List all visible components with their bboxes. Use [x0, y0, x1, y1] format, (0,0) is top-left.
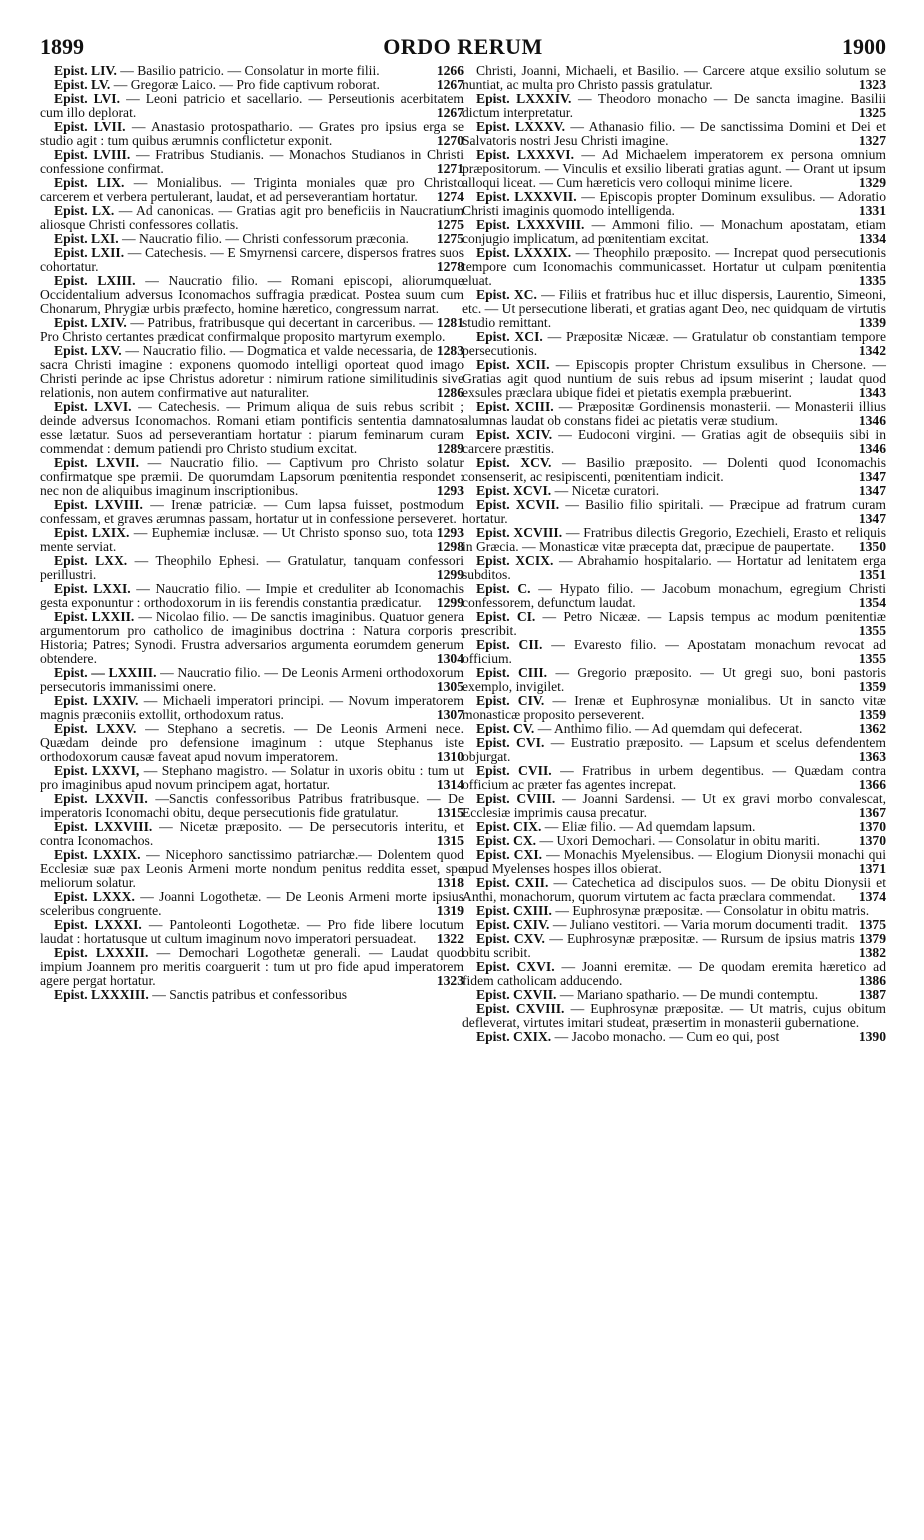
index-entry: [462, 288, 886, 330]
entry-text: — Abrahamio hospitalario. — Hortatur ad lenitatem erga subditos.: [462, 553, 886, 582]
entry-text: — Catechesis. — E Smyrnensi carcere, dispersos fratres suos cohortatur.: [40, 245, 464, 274]
index-entry: [40, 610, 464, 666]
entry-text: — Euphrosynæ præpositæ. — Rursum de ipsius matris obitu scribit.: [462, 931, 855, 960]
entry-text: — Basilio filio spiritali. — Præcipue ad fratrum curam hortatur.: [462, 497, 886, 526]
entry-page-number: 1299: [436, 595, 464, 610]
entry-text: — Pantoleonti Logothetæ. — Pro fide libere locutum laudat : hortatusque ut cultum imaginum novo imperatori persuadeat.: [40, 917, 464, 946]
entry-label: Epist. LX.: [54, 203, 115, 218]
entry-label: Epist. LXXIV.: [54, 693, 139, 708]
entry-text: — Fratribus Studianis. — Monachos Studianos in Christi confessione confirmat.: [40, 147, 464, 176]
entry-text: — Theophilo Ephesi. — Gratulatur, tanquam confessori perillustri.: [40, 553, 465, 582]
entry-page-number: 1274: [436, 189, 464, 204]
entry-text: — Ammoni filio. — Monachum apostatam, etiam conjugio implicatum, ad pœnitentiam excitat.: [462, 217, 886, 246]
entry-page-number: 1307: [436, 707, 464, 722]
entry-page-number: 1359: [858, 707, 886, 722]
entry-text: — Joanni eremitæ. — De quodam eremita hæretico ad fidem catholicam adducendo.: [462, 959, 886, 988]
entry-label: Epist. LXXIX.: [54, 847, 141, 862]
entry-page-number: 1346: [858, 413, 886, 428]
index-entry: [462, 582, 886, 610]
entry-label: Epist. LV.: [54, 77, 111, 92]
entry-page-number: 1310: [436, 749, 464, 764]
entry-page-number: 1275: [436, 231, 464, 246]
index-entry: [462, 834, 886, 848]
entry-page-number: 1289: [436, 441, 464, 456]
entry-page-number: 1351: [858, 567, 886, 582]
page-number-right: 1900: [842, 34, 886, 59]
entry-label: Epist. XCVIII.: [476, 525, 563, 540]
entry-text: — Præpositæ Gordinensis monasterii. — Monasterii illius alumnas laudat ob constans fidei ac pietatis veræ studium.: [462, 399, 886, 428]
entry-page-number: 1275: [436, 217, 464, 232]
entry-label: Epist. LXXXVIII.: [476, 217, 585, 232]
index-entry: [462, 722, 886, 736]
index-entry: [40, 120, 464, 148]
entry-label: Epist. XCIV.: [476, 427, 553, 442]
entry-page-number: 1318: [436, 875, 464, 890]
entry-text: — Leoni patricio et sacellario. — Perseutionis acerbitatem cum illo deplorat.: [40, 91, 464, 120]
entry-label: Epist. XCVI.: [476, 483, 552, 498]
entry-page-number: 1371: [858, 861, 886, 876]
entry-text: Christi, Joanni, Michaeli, et Basilio. — Carcere atque exsilio solutum se nuntiat, ac multa pro Christo passis gratulatur.: [462, 63, 886, 92]
entry-label: Epist. XCVII.: [476, 497, 560, 512]
entry-label: Epist. LXIX.: [54, 525, 130, 540]
entry-page-number: 1293: [436, 483, 464, 498]
entry-page-number: 1319: [436, 903, 464, 918]
entry-label: Epist. CXV.: [476, 931, 545, 946]
entry-text: — Evaresto filio. — Apostatam monachum revocat ad officium.: [462, 637, 886, 666]
entry-label: Epist. CVIII.: [476, 791, 556, 806]
index-entry: [40, 820, 464, 848]
entry-text: — Basilio præposito. — Dolenti quod Iconomachis consenserit, ac resipiscenti, pœnitentiam indicit.: [462, 455, 886, 484]
entry-text: — Naucratio filio. — Impie et creduliter ab Iconomachis gesta exponuntur : orthodoxorum in iis ferendis constantia prædicatur.: [40, 581, 464, 610]
entry-page-number: 1323: [436, 973, 464, 988]
entry-page-number: 1267: [436, 77, 464, 92]
index-entry: [40, 848, 464, 890]
entry-text: — Catechetica ad discipulos suos. — De obitu Dionysii et Anthi, monachorum, quorum virtutem ac facta præclara commendat.: [462, 875, 886, 904]
entry-text: — Præpositæ Nicææ. — Gratulatur ob constantiam tempore persecutionis.: [462, 329, 886, 358]
entry-label: Epist. LXXXIV.: [476, 91, 572, 106]
index-entry: [462, 1030, 886, 1044]
entry-label: Epist. LXXXIX.: [476, 245, 572, 260]
entry-page-number: 1270: [436, 133, 464, 148]
entry-page-number: 1386: [858, 973, 886, 988]
entry-page-number: 1366: [858, 777, 886, 792]
entry-page-number: 1327: [858, 133, 886, 148]
entry-label: Epist. LXXXII.: [54, 945, 149, 960]
entry-text: — Nicetæ præposito. — De persecutoris interitu, et contra Iconomachos.: [40, 819, 464, 848]
entry-text: — Juliano vestitori. — Varia morum documenti tradit.: [552, 917, 849, 932]
index-entry: [462, 400, 886, 428]
entry-text: — Nicetæ curatori.: [554, 483, 660, 498]
entry-text: — Irenæ patriciæ. — Cum lapsa fuisset, postmodum confessam, et graves ærumnas passam, hortatur ut in confessione perseveret.: [40, 497, 464, 526]
index-entry: [462, 64, 886, 92]
index-entry: [462, 666, 886, 694]
index-entry: [462, 246, 886, 288]
index-entry: [40, 946, 464, 988]
entry-text: — Anthimo filio. — Ad quemdam qui defecerat.: [537, 721, 803, 736]
entry-page-number: 1305: [436, 679, 464, 694]
entry-page-number: 1271: [436, 161, 464, 176]
entry-page-number: 1286: [436, 385, 464, 400]
entry-page-number: 1347: [858, 483, 886, 498]
entry-text: — Catechesis. — Primum aliqua de suis rebus scribit ; deinde adversus Iconomachos. Romani etiam pontificis sententia damnatos esse lætatur. Suos ad perseverantiam hortatur : piarum feminarum curam commendat : demum patiendi pro Christo studium excitat.: [40, 399, 464, 456]
index-entry: [40, 582, 464, 610]
entry-page-number: 1323: [858, 77, 886, 92]
index-entry: [462, 820, 886, 834]
entry-label: Epist. LXXXIII.: [54, 987, 149, 1002]
entry-page-number: 1315: [436, 805, 464, 820]
entry-label: Epist. CI.: [476, 609, 536, 624]
index-entry: [40, 400, 464, 456]
entry-label: Epist. LXV.: [54, 343, 122, 358]
entry-label: Epist. CIX.: [476, 819, 542, 834]
entry-page-number: 1334: [858, 231, 886, 246]
entry-page-number: 1359: [858, 679, 886, 694]
entry-text: — Naucratio filio. — Dogmatica et valde necessaria, de sacra Christi imagine : exponens quomodo intelligi oporteat quod imago Christi perinde ac ipse Christus adoretur : nimirum ratione similitudinis sive relationis, non autem confirmative aut naturaliter.: [40, 343, 464, 400]
index-entry: [462, 792, 886, 820]
entry-page-number: 1375: [858, 917, 886, 932]
index-entry: [462, 960, 886, 988]
index-entry: [40, 666, 464, 694]
entry-label: Epist. LXIII.: [54, 273, 136, 288]
index-entry: [462, 498, 886, 526]
entry-label: Epist. LXXI.: [54, 581, 131, 596]
entry-label: Epist. — LXXIII.: [54, 665, 157, 680]
entry-label: Epist. CVI.: [476, 735, 545, 750]
entry-label: Epist. LXXII.: [54, 609, 135, 624]
entry-label: Epist. LXVII.: [54, 455, 139, 470]
entry-page-number: 1343: [858, 385, 886, 400]
entry-label: Epist. CXII.: [476, 875, 549, 890]
index-entry: [462, 92, 886, 120]
entry-label: Epist. XCIII.: [476, 399, 554, 414]
entry-page-number: 1266: [436, 63, 464, 78]
entry-page-number: 1347: [858, 469, 886, 484]
entry-page-number: 1329: [858, 175, 886, 190]
entry-label: Epist. CXIII.: [476, 903, 552, 918]
entry-page-number: 1379: [858, 931, 886, 946]
entry-text: — Episcopis propter Dominum exsulibus. — Adoratio Christi imaginis quomodo intelligenda.: [462, 189, 886, 218]
entry-page-number: 1342: [858, 343, 886, 358]
entry-text: — Theodoro monacho — De sancta imagine. Basilii dictum interpretatur.: [462, 91, 886, 120]
entry-page-number: 1298: [436, 539, 464, 554]
index-entry: [462, 932, 886, 960]
entry-label: Epist. CIII.: [476, 665, 548, 680]
entry-text: — Monachis Myelensibus. — Elogium Dionysii monachi qui apud Myelenses hospes illos obierat.: [462, 847, 886, 876]
entry-label: Epist. CXVII.: [476, 987, 557, 1002]
entry-label: Epist. LXXX.: [54, 889, 135, 904]
entry-label: Epist. CXIV.: [476, 917, 550, 932]
entry-text: — Eliæ filio. — Ad quemdam lapsum.: [544, 819, 756, 834]
entry-label: Epist. LXXVIII.: [54, 819, 153, 834]
entry-label: Epist. LXXVII.: [54, 791, 148, 806]
right-column: [462, 64, 886, 1044]
entry-label: Epist. CV.: [476, 721, 535, 736]
entry-page-number: 1335: [858, 273, 886, 288]
entry-label: Epist. CXIX.: [476, 1029, 552, 1044]
entry-text: — Gregorio præposito. — Ut gregi suo, boni pastoris exemplo, invigilet.: [462, 665, 887, 694]
entry-label: Epist. CXVI.: [476, 959, 555, 974]
index-entry: [40, 988, 464, 1002]
entry-text: — Ad Michaelem imperatorem ex persona omnium præpositorum. — Vinculis et exsilio liberati gratias agunt. — Orant ut ipsum alloqui liceat. — Cum hæreticis vero colloqui minime licere.: [462, 147, 886, 190]
entry-label: Epist. XCII.: [476, 357, 550, 372]
entry-label: Epist. XC.: [476, 287, 537, 302]
index-entry: [462, 554, 886, 582]
entry-page-number: 1362: [858, 721, 886, 736]
entry-label: Epist. LXX.: [54, 553, 128, 568]
entry-text: — Nicolao filio. — De sanctis imaginibus. Quatuor genera argumentorum pro catholico de imaginibus doctrina : Natura corporis : Historia; Patres; Synodi. Frustra adversarios argumenta eorumdem generum obtendere.: [40, 609, 464, 666]
entry-label: Epist. LXXXV.: [476, 119, 566, 134]
entry-label: Epist. CII.: [476, 637, 543, 652]
entry-text: — Mariano spathario. — De mundi contemptu.: [559, 987, 819, 1002]
entry-page-number: 1267: [436, 105, 464, 120]
entry-page-number: 1331: [858, 203, 886, 218]
entry-label: Epist. CXVIII.: [476, 1001, 565, 1016]
index-entry: [40, 694, 464, 722]
index-entry: [40, 246, 464, 274]
index-entry: [40, 78, 464, 92]
entry-page-number: 1283: [436, 343, 464, 358]
index-entry: [40, 92, 464, 120]
index-entry: [40, 722, 464, 764]
entry-text: — Eustratio præposito. — Lapsum et scelus defendentem objurgat.: [462, 735, 886, 764]
entry-text: — Athanasio filio. — De sanctissima Domini et Dei et Salvatoris nostri Jesu Christi imagine.: [462, 119, 886, 148]
index-entry: [40, 890, 464, 918]
entry-page-number: 1293: [436, 525, 464, 540]
entry-page-number: 1347: [858, 511, 886, 526]
entry-label: Epist. XCI.: [476, 329, 543, 344]
entry-label: Epist. CX.: [476, 833, 537, 848]
index-entry: [462, 764, 886, 792]
entry-text: — Stephano a secretis. — De Leonis Armeni nece. Quædam deinde pro defensione imaginum : utque Stephanus iste orthodoxorum causæ faveat apud novum imperatorem.: [40, 721, 464, 764]
entry-label: Epist. LXVIII.: [54, 497, 143, 512]
entry-label: Epist. LXXXVII.: [476, 189, 577, 204]
entry-text: — Petro Nicææ. — Lapsis tempus ac modum pœnitentiæ prescribit.: [462, 609, 886, 638]
running-title: ORDO RERUM: [383, 34, 543, 59]
index-entry: [462, 358, 886, 400]
entry-page-number: 1355: [858, 651, 886, 666]
entry-page-number: 1370: [858, 833, 886, 848]
entry-text: — Stephano magistro. — Solatur in uxoris obitu : tum ut pro imaginibus apud novum principem agat, hortatur.: [40, 763, 464, 792]
index-entry: [462, 876, 886, 904]
index-entry: [462, 988, 886, 1002]
entry-page-number: 1339: [858, 315, 886, 330]
index-entry: [462, 330, 886, 358]
index-entry: [40, 554, 464, 582]
entry-text: — Michaeli imperatori principi. — Novum imperatorem magnis præconiis extollit, orthodoxum ratus.: [40, 693, 464, 722]
entry-page-number: 1354: [858, 595, 886, 610]
entry-text: —Sanctis confessoribus Patribus fratribusque. — De imperatoris Iconomachi obitu, deque persecutionis fide gratulatur.: [40, 791, 465, 820]
entry-label: Epist. C.: [476, 581, 531, 596]
index-entry: [40, 232, 464, 246]
entry-text: — Demochari Logothetæ generali. — Laudat quod impium Joannem pro meritis coarguerit : tum ut pro fide apud imperatorem agere pergat hortatur.: [40, 945, 464, 988]
entry-text: — Theophilo præposito. — Increpat quod persecutionis tempore cum Iconomachis communicasset. Hortatur ut culpam pœnitentia eluat.: [462, 245, 886, 288]
entry-text: — Basilio patricio. — Consolatur in morte filii.: [120, 63, 380, 78]
index-entry: [462, 638, 886, 666]
page-number-left: 1899: [40, 34, 84, 59]
entry-label: Epist. LXI.: [54, 231, 119, 246]
entry-text: — Anastasio protospathario. — Grates pro ipsius erga se studio agit : tum quibus ærumnis conflictetur exponit.: [40, 119, 465, 148]
index-entry: [40, 456, 464, 498]
entry-label: Epist. LXXXI.: [54, 917, 142, 932]
entry-label: Epist. LXXVI,: [54, 763, 140, 778]
entry-page-number: 1322: [436, 931, 464, 946]
entry-label: Epist. XCIX.: [476, 553, 554, 568]
index-entry: [40, 764, 464, 792]
entry-text: — Naucratio filio. — Christi confessorum præconia.: [122, 231, 409, 246]
entry-text: — Fratribus in urbem degentibus. — Quædam contra officium ac præter fas agentes increpat.: [462, 763, 886, 792]
entry-page-number: 1299: [436, 567, 464, 582]
index-entry: [40, 148, 464, 176]
entry-text: — Hypato filio. — Jacobum monachum, egregium Christi confessorem, defunctum laudat.: [462, 581, 887, 610]
entry-label: Epist. CIV.: [476, 693, 545, 708]
index-entry: [40, 176, 464, 204]
entry-text: — Filiis et fratribus huc et illuc dispersis, Laurentio, Simeoni, etc. — Ut persecutione liberati, et gratias agant Deo, nec quidquam de virtutis studio remittant.: [462, 287, 886, 330]
entry-label: Epist. LXIV.: [54, 315, 127, 330]
entry-text: — Euphrosynæ præpositæ. — Ut matris, cujus obitum defleverat, virtutes imitari studeat, præsertim in monasterii gubernatione.: [462, 1001, 886, 1030]
index-entry: [462, 218, 886, 246]
entry-label: Epist. LXVI.: [54, 399, 132, 414]
entry-text: — Joanni Sardensi. — Ut ex gravi morbo convalescat, Ecclesiæ imprimis causa precatur.: [462, 791, 887, 820]
entry-label: Epist. CVII.: [476, 763, 552, 778]
index-entry: [462, 526, 886, 554]
entry-label: Epist. LXII.: [54, 245, 125, 260]
entry-text: — Uxori Demochari. — Consolatur in obitu mariti.: [539, 833, 820, 848]
entry-page-number: 1325: [858, 105, 886, 120]
entry-page-number: 1281: [436, 315, 464, 330]
index-entry: [462, 610, 886, 638]
entry-page-number: 1350: [858, 539, 886, 554]
entry-text: — Patribus, fratribusque qui decertant in carceribus. — Pro Christo certantes prædicat confirmalque proposito martyrum exemplo.: [40, 315, 446, 344]
entry-label: Epist. CXI.: [476, 847, 543, 862]
entry-text: — Irenæ et Euphrosynæ monialibus. Ut in sancto vitæ monasticæ proposito perseverent.: [462, 693, 886, 722]
entry-text: — Monialibus. — Triginta moniales quæ pro Christo carcerem et verbera pertulerant, laudat, et ad perseverantiam hortatur.: [40, 175, 464, 204]
entry-text: — Joanni Logothetæ. — De Leonis Armeni morte ipsius sceleribus congruente.: [40, 889, 465, 918]
entry-page-number: 1382: [858, 945, 886, 960]
entry-text: — Fratribus dilectis Gregorio, Ezechieli, Erasto et reliquis in Græcia. — Monasticæ vitæ præcepta dat, præcipue de paupertate.: [462, 525, 886, 554]
entry-label: Epist. LIX.: [54, 175, 125, 190]
entry-text: — Euphrosynæ præpositæ. — Consolatur in obitu matris.: [555, 903, 870, 918]
entry-label: Epist. LVII.: [54, 119, 126, 134]
entry-text: — Jacobo monacho. — Cum eo qui, post: [554, 1029, 780, 1044]
entry-text: — Gregoræ Laico. — Pro fide captivum roborat.: [113, 77, 380, 92]
index-entry: [40, 344, 464, 400]
index-entry: [462, 736, 886, 764]
entry-text: — Naucratio filio. — De Leonis Armeni orthodoxorum persecutoris immanissimi onere.: [40, 665, 464, 694]
left-column: [40, 64, 464, 1002]
entry-page-number: 1374: [858, 889, 886, 904]
entry-text: — Naucratio filio. — Romani episcopi, aliorumque Occidentalium adversus Iconomachos suffragia prædicat. Postea suum cum Chonarum, Phrygiæ urbis præfecto, homine hæretico, congressum narrat.: [40, 273, 464, 316]
index-entry: [462, 148, 886, 190]
index-entry: [462, 120, 886, 148]
entry-page-number: 1370: [858, 819, 886, 834]
index-entry: [40, 792, 464, 820]
entry-text: — Eudoconi virgini. — Gratias agit de obsequiis sibi in carcere præstitis.: [462, 427, 887, 456]
entry-text: — Ad canonicas. — Gratias agit pro beneficiis in Naucratium aliosque Christi confessores collatis.: [40, 203, 465, 232]
entry-text: — Naucratio filio. — Captivum pro Christo solatur confirmatque spe præmii. De quorumdam Lapsorum pœnitentia respondet : nec non de aliquibus imaginum inscriptionibus.: [40, 455, 465, 498]
entry-label: Epist. LXXV.: [54, 721, 137, 736]
entry-label: Epist. LXXXVI.: [476, 147, 575, 162]
entry-page-number: 1390: [858, 1029, 886, 1044]
index-entry: [40, 64, 464, 78]
entry-page-number: 1304: [436, 651, 464, 666]
index-entry: [40, 918, 464, 946]
entry-label: Epist. LIV.: [54, 63, 117, 78]
running-header: [40, 34, 886, 60]
index-entry: [462, 428, 886, 456]
entry-text: — Euphemiæ inclusæ. — Ut Christo sponso suo, tota mente serviat.: [40, 525, 433, 554]
entry-page-number: 1387: [858, 987, 886, 1002]
entry-page-number: 1314: [436, 777, 464, 792]
index-entry: [40, 526, 464, 554]
entry-page-number: 1315: [436, 833, 464, 848]
index-entry: [462, 456, 886, 484]
entry-text: — Episcopis propter Christum exsulibus in Chersone. — Gratias agit quod nuntium de suis rebus ad ipsum miserint ; laudat quod exsules præclara ubique fidei et pietatis exempla præbuerint.: [462, 357, 886, 400]
entry-label: Epist. LVIII.: [54, 147, 131, 162]
entry-page-number: 1346: [858, 441, 886, 456]
index-entry: [462, 848, 886, 876]
entry-page-number: 1367: [858, 805, 886, 820]
index-entry: [462, 694, 886, 722]
index-entry: [462, 190, 886, 218]
entry-label: Epist. LVI.: [54, 91, 120, 106]
entry-text: — Sanctis patribus et confessoribus: [152, 987, 348, 1002]
entry-page-number: 1278: [436, 259, 464, 274]
entry-text: — Nicephoro sanctissimo patriarchæ.— Dolentem quod Ecclesiæ suæ pax Leonis Armeni morte nondum penitus reddita esset, spe meliorum solatur.: [40, 847, 464, 890]
entry-page-number: 1363: [858, 749, 886, 764]
entry-label: Epist. XCV.: [476, 455, 552, 470]
index-entry: [462, 484, 886, 498]
entry-page-number: 1355: [858, 623, 886, 638]
index-entry: [40, 204, 464, 232]
